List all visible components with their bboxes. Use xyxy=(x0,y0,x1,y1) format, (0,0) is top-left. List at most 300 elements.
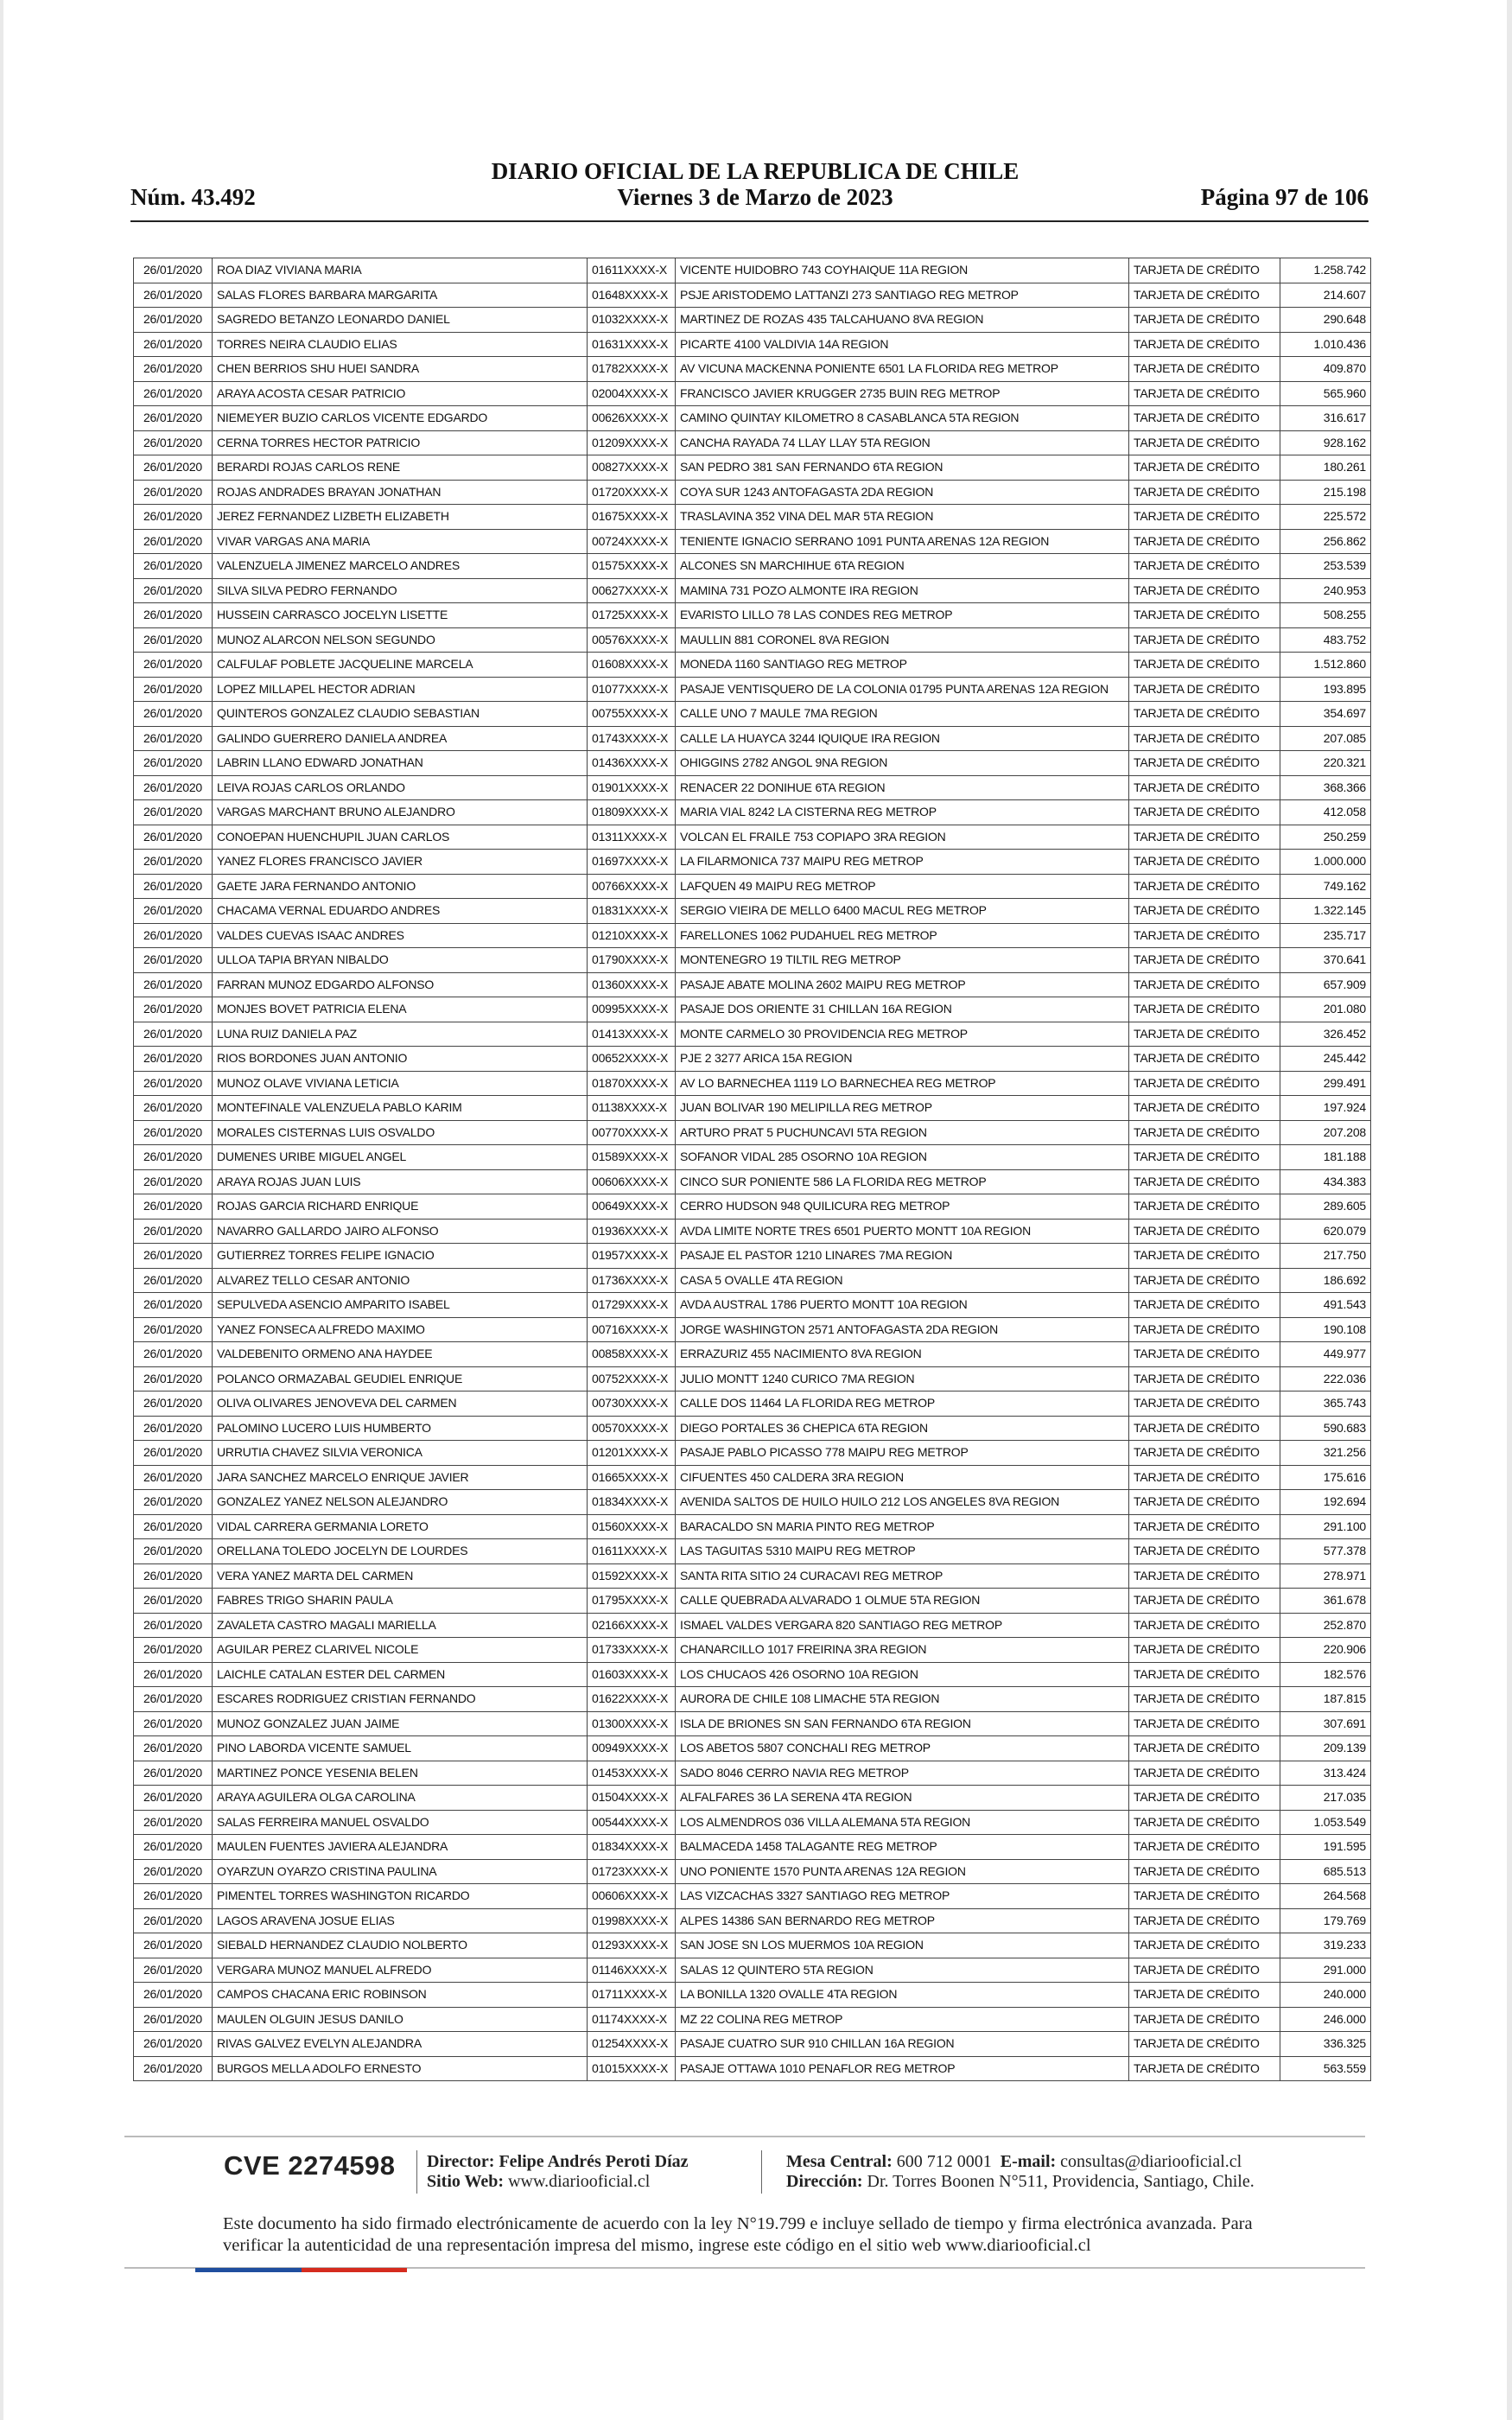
row-amount: 1.053.549 xyxy=(1280,1810,1371,1835)
website-link[interactable]: www.diariooficial.cl xyxy=(508,2172,651,2191)
table-row xyxy=(134,1120,1371,1145)
row-address: LA BONILLA 1320 OVALLE 4TA REGION xyxy=(676,1983,1129,2008)
row-payment-type: TARJETA DE CRÉDITO xyxy=(1129,677,1280,702)
row-date: 26/01/2020 xyxy=(134,1244,213,1269)
row-rut: 01254XXXX-X xyxy=(588,2032,676,2057)
table-row xyxy=(134,332,1371,357)
row-amount: 1.258.742 xyxy=(1280,258,1371,283)
row-amount: 253.539 xyxy=(1280,554,1371,579)
director-label: Director: xyxy=(427,2152,495,2171)
row-address: SOFANOR VIDAL 285 OSORNO 10A REGION xyxy=(676,1145,1129,1170)
table-row xyxy=(134,1958,1371,1983)
row-address: ERRAZURIZ 455 NACIMIENTO 8VA REGION xyxy=(676,1342,1129,1367)
row-amount: 217.750 xyxy=(1280,1244,1371,1269)
row-date: 26/01/2020 xyxy=(134,578,213,603)
row-rut: 01611XXXX-X xyxy=(588,1539,676,1564)
publication-title: DIARIO OFICIAL DE LA REPUBLICA DE CHILE xyxy=(491,158,1020,184)
row-name: GUTIERREZ TORRES FELIPE IGNACIO xyxy=(213,1244,588,1269)
row-name: VERGARA MUNOZ MANUEL ALFREDO xyxy=(213,1958,588,1983)
row-payment-type: TARJETA DE CRÉDITO xyxy=(1129,1047,1280,1072)
row-amount: 209.139 xyxy=(1280,1736,1371,1761)
row-amount: 220.321 xyxy=(1280,751,1371,776)
table-row xyxy=(134,554,1371,579)
row-address: COYA SUR 1243 ANTOFAGASTA 2DA REGION xyxy=(676,480,1129,505)
row-payment-type: TARJETA DE CRÉDITO xyxy=(1129,1096,1280,1121)
row-address: MAULLIN 881 CORONEL 8VA REGION xyxy=(676,627,1129,653)
row-address: ALFALFARES 36 LA SERENA 4TA REGION xyxy=(676,1786,1129,1811)
row-name: CERNA TORRES HECTOR PATRICIO xyxy=(213,430,588,455)
row-name: GALINDO GUERRERO DANIELA ANDREA xyxy=(213,726,588,751)
table-row xyxy=(134,2007,1371,2032)
row-date: 26/01/2020 xyxy=(134,480,213,505)
row-payment-type: TARJETA DE CRÉDITO xyxy=(1129,430,1280,455)
row-payment-type: TARJETA DE CRÉDITO xyxy=(1129,283,1280,308)
row-payment-type: TARJETA DE CRÉDITO xyxy=(1129,1465,1280,1490)
row-payment-type: TARJETA DE CRÉDITO xyxy=(1129,357,1280,382)
table-row xyxy=(134,283,1371,308)
row-amount: 563.559 xyxy=(1280,2056,1371,2081)
row-payment-type: TARJETA DE CRÉDITO xyxy=(1129,1022,1280,1047)
row-payment-type: TARJETA DE CRÉDITO xyxy=(1129,1711,1280,1736)
row-rut: 01611XXXX-X xyxy=(588,258,676,283)
row-name: ESCARES RODRIGUEZ CRISTIAN FERNANDO xyxy=(213,1687,588,1712)
table-row xyxy=(134,702,1371,727)
row-rut: 01723XXXX-X xyxy=(588,1859,676,1884)
row-rut: 01720XXXX-X xyxy=(588,480,676,505)
row-payment-type: TARJETA DE CRÉDITO xyxy=(1129,1539,1280,1564)
row-address: PASAJE DOS ORIENTE 31 CHILLAN 16A REGION xyxy=(676,997,1129,1022)
row-name: MARTINEZ PONCE YESENIA BELEN xyxy=(213,1761,588,1786)
row-date: 26/01/2020 xyxy=(134,1589,213,1614)
row-payment-type: TARJETA DE CRÉDITO xyxy=(1129,825,1280,850)
row-name: CHEN BERRIOS SHU HUEI SANDRA xyxy=(213,357,588,382)
table-row xyxy=(134,677,1371,702)
row-date: 26/01/2020 xyxy=(134,1711,213,1736)
row-rut: 01032XXXX-X xyxy=(588,308,676,333)
table-row xyxy=(134,1563,1371,1589)
row-payment-type: TARJETA DE CRÉDITO xyxy=(1129,800,1280,825)
row-payment-type: TARJETA DE CRÉDITO xyxy=(1129,1761,1280,1786)
registry-table-container xyxy=(133,258,1370,2081)
row-name: SALAS FLORES BARBARA MARGARITA xyxy=(213,283,588,308)
row-payment-type: TARJETA DE CRÉDITO xyxy=(1129,775,1280,800)
row-date: 26/01/2020 xyxy=(134,455,213,481)
row-name: RIVAS GALVEZ EVELYN ALEJANDRA xyxy=(213,2032,588,2057)
table-row xyxy=(134,1638,1371,1663)
row-amount: 1.512.860 xyxy=(1280,653,1371,678)
row-name: MONTEFINALE VALENZUELA PABLO KARIM xyxy=(213,1096,588,1121)
row-address: LAS TAGUITAS 5310 MAIPU REG METROP xyxy=(676,1539,1129,1564)
row-amount: 179.769 xyxy=(1280,1908,1371,1933)
row-name: CAMPOS CHACANA ERIC ROBINSON xyxy=(213,1983,588,2008)
row-name: VARGAS MARCHANT BRUNO ALEJANDRO xyxy=(213,800,588,825)
row-name: MUNOZ ALARCON NELSON SEGUNDO xyxy=(213,627,588,653)
row-rut: 01077XXXX-X xyxy=(588,677,676,702)
row-address: MONEDA 1160 SANTIAGO REG METROP xyxy=(676,653,1129,678)
row-name: ARAYA ACOSTA CESAR PATRICIO xyxy=(213,381,588,406)
table-row xyxy=(134,1490,1371,1515)
row-date: 26/01/2020 xyxy=(134,357,213,382)
row-date: 26/01/2020 xyxy=(134,1096,213,1121)
row-name: ARAYA ROJAS JUAN LUIS xyxy=(213,1169,588,1194)
row-payment-type: TARJETA DE CRÉDITO xyxy=(1129,874,1280,899)
row-payment-type: TARJETA DE CRÉDITO xyxy=(1129,1563,1280,1589)
row-date: 26/01/2020 xyxy=(134,430,213,455)
row-amount: 220.906 xyxy=(1280,1638,1371,1663)
row-date: 26/01/2020 xyxy=(134,603,213,628)
row-amount: 240.953 xyxy=(1280,578,1371,603)
row-date: 26/01/2020 xyxy=(134,283,213,308)
row-rut: 01936XXXX-X xyxy=(588,1219,676,1244)
row-address: CALLE DOS 11464 LA FLORIDA REG METROP xyxy=(676,1392,1129,1417)
row-address: VOLCAN EL FRAILE 753 COPIAPO 3RA REGION xyxy=(676,825,1129,850)
row-date: 26/01/2020 xyxy=(134,677,213,702)
row-name: OLIVA OLIVARES JENOVEVA DEL CARMEN xyxy=(213,1392,588,1417)
table-row xyxy=(134,1219,1371,1244)
row-rut: 01436XXXX-X xyxy=(588,751,676,776)
row-name: LAICHLE CATALAN ESTER DEL CARMEN xyxy=(213,1662,588,1687)
row-rut: 00570XXXX-X xyxy=(588,1416,676,1441)
row-name: TORRES NEIRA CLAUDIO ELIAS xyxy=(213,332,588,357)
row-payment-type: TARJETA DE CRÉDITO xyxy=(1129,455,1280,481)
row-address: JUAN BOLIVAR 190 MELIPILLA REG METROP xyxy=(676,1096,1129,1121)
row-address: DIEGO PORTALES 36 CHEPICA 6TA REGION xyxy=(676,1416,1129,1441)
row-payment-type: TARJETA DE CRÉDITO xyxy=(1129,1194,1280,1220)
row-rut: 01870XXXX-X xyxy=(588,1071,676,1096)
row-name: LEIVA ROJAS CARLOS ORLANDO xyxy=(213,775,588,800)
row-amount: 319.233 xyxy=(1280,1933,1371,1958)
row-rut: 00626XXXX-X xyxy=(588,406,676,431)
row-name: JARA SANCHEZ MARCELO ENRIQUE JAVIER xyxy=(213,1465,588,1490)
row-address: LAFQUEN 49 MAIPU REG METROP xyxy=(676,874,1129,899)
row-date: 26/01/2020 xyxy=(134,258,213,283)
email-link[interactable]: consultas@diariooficial.cl xyxy=(1060,2152,1242,2171)
row-date: 26/01/2020 xyxy=(134,1366,213,1392)
row-address: TENIENTE IGNACIO SERRANO 1091 PUNTA ARENAS 12A REGION xyxy=(676,529,1129,554)
row-rut: 01733XXXX-X xyxy=(588,1638,676,1663)
row-rut: 01809XXXX-X xyxy=(588,800,676,825)
row-name: URRUTIA CHAVEZ SILVIA VERONICA xyxy=(213,1441,588,1466)
row-payment-type: TARJETA DE CRÉDITO xyxy=(1129,1859,1280,1884)
row-amount: 1.000.000 xyxy=(1280,850,1371,875)
table-row xyxy=(134,1662,1371,1687)
row-name: SAGREDO BETANZO LEONARDO DANIEL xyxy=(213,308,588,333)
row-date: 26/01/2020 xyxy=(134,1539,213,1564)
row-rut: 01901XXXX-X xyxy=(588,775,676,800)
row-date: 26/01/2020 xyxy=(134,800,213,825)
row-payment-type: TARJETA DE CRÉDITO xyxy=(1129,1589,1280,1614)
row-amount: 207.085 xyxy=(1280,726,1371,751)
row-amount: 291.000 xyxy=(1280,1958,1371,1983)
row-amount: 246.000 xyxy=(1280,2007,1371,2032)
row-rut: 00724XXXX-X xyxy=(588,529,676,554)
row-amount: 252.870 xyxy=(1280,1613,1371,1638)
row-payment-type: TARJETA DE CRÉDITO xyxy=(1129,726,1280,751)
footer-divider-top xyxy=(124,2136,1365,2137)
row-amount: 256.862 xyxy=(1280,529,1371,554)
row-rut: 00755XXXX-X xyxy=(588,702,676,727)
row-address: MARTINEZ DE ROZAS 435 TALCAHUANO 8VA REGION xyxy=(676,308,1129,333)
row-date: 26/01/2020 xyxy=(134,899,213,924)
row-amount: 1.322.145 xyxy=(1280,899,1371,924)
table-row xyxy=(134,726,1371,751)
table-row xyxy=(134,1589,1371,1614)
row-address: PASAJE PABLO PICASSO 778 MAIPU REG METROP xyxy=(676,1441,1129,1466)
row-name: NIEMEYER BUZIO CARLOS VICENTE EDGARDO xyxy=(213,406,588,431)
row-name: QUINTEROS GONZALEZ CLAUDIO SEBASTIAN xyxy=(213,702,588,727)
row-name: FARRAN MUNOZ EDGARDO ALFONSO xyxy=(213,972,588,997)
row-amount: 187.815 xyxy=(1280,1687,1371,1712)
row-rut: 00730XXXX-X xyxy=(588,1392,676,1417)
row-name: LOPEZ MILLAPEL HECTOR ADRIAN xyxy=(213,677,588,702)
row-amount: 175.616 xyxy=(1280,1465,1371,1490)
row-date: 26/01/2020 xyxy=(134,825,213,850)
row-rut: 02004XXXX-X xyxy=(588,381,676,406)
row-date: 26/01/2020 xyxy=(134,2007,213,2032)
row-address: PASAJE ABATE MOLINA 2602 MAIPU REG METROP xyxy=(676,972,1129,997)
row-amount: 201.080 xyxy=(1280,997,1371,1022)
row-amount: 434.383 xyxy=(1280,1169,1371,1194)
row-amount: 215.198 xyxy=(1280,480,1371,505)
row-date: 26/01/2020 xyxy=(134,308,213,333)
row-rut: 01729XXXX-X xyxy=(588,1293,676,1318)
row-name: MONJES BOVET PATRICIA ELENA xyxy=(213,997,588,1022)
row-payment-type: TARJETA DE CRÉDITO xyxy=(1129,2056,1280,2081)
publication-date: Viernes 3 de Marzo de 2023 xyxy=(617,184,893,210)
table-row xyxy=(134,1194,1371,1220)
row-address: PJE 2 3277 ARICA 15A REGION xyxy=(676,1047,1129,1072)
table-row xyxy=(134,1071,1371,1096)
row-payment-type: TARJETA DE CRÉDITO xyxy=(1129,1416,1280,1441)
row-date: 26/01/2020 xyxy=(134,1563,213,1589)
table-row xyxy=(134,1933,1371,1958)
row-rut: 01834XXXX-X xyxy=(588,1835,676,1860)
row-rut: 00652XXXX-X xyxy=(588,1047,676,1072)
row-rut: 01622XXXX-X xyxy=(588,1687,676,1712)
row-name: ROJAS GARCIA RICHARD ENRIQUE xyxy=(213,1194,588,1220)
table-row xyxy=(134,775,1371,800)
row-address: MARIA VIAL 8242 LA CISTERNA REG METROP xyxy=(676,800,1129,825)
table-row xyxy=(134,406,1371,431)
row-address: EVARISTO LILLO 78 LAS CONDES REG METROP xyxy=(676,603,1129,628)
row-date: 26/01/2020 xyxy=(134,972,213,997)
row-rut: 01790XXXX-X xyxy=(588,948,676,973)
row-date: 26/01/2020 xyxy=(134,1022,213,1047)
row-date: 26/01/2020 xyxy=(134,1416,213,1441)
row-date: 26/01/2020 xyxy=(134,1047,213,1072)
row-address: CHANARCILLO 1017 FREIRINA 3RA REGION xyxy=(676,1638,1129,1663)
row-rut: 01711XXXX-X xyxy=(588,1983,676,2008)
table-row xyxy=(134,1366,1371,1392)
row-amount: 264.568 xyxy=(1280,1884,1371,1909)
row-address: MZ 22 COLINA REG METROP xyxy=(676,2007,1129,2032)
row-rut: 01146XXXX-X xyxy=(588,1958,676,1983)
row-date: 26/01/2020 xyxy=(134,1145,213,1170)
row-address: SAN PEDRO 381 SAN FERNANDO 6TA REGION xyxy=(676,455,1129,481)
row-name: SEPULVEDA ASENCIO AMPARITO ISABEL xyxy=(213,1293,588,1318)
row-address: UNO PONIENTE 1570 PUNTA ARENAS 12A REGION xyxy=(676,1859,1129,1884)
row-payment-type: TARJETA DE CRÉDITO xyxy=(1129,578,1280,603)
row-amount: 235.717 xyxy=(1280,923,1371,948)
row-payment-type: TARJETA DE CRÉDITO xyxy=(1129,1366,1280,1392)
row-address: CALLE UNO 7 MAULE 7MA REGION xyxy=(676,702,1129,727)
row-date: 26/01/2020 xyxy=(134,1933,213,1958)
row-amount: 449.977 xyxy=(1280,1342,1371,1367)
row-amount: 491.543 xyxy=(1280,1293,1371,1318)
row-payment-type: TARJETA DE CRÉDITO xyxy=(1129,850,1280,875)
table-row xyxy=(134,1859,1371,1884)
flag-blue-segment xyxy=(195,2268,302,2272)
row-payment-type: TARJETA DE CRÉDITO xyxy=(1129,1169,1280,1194)
row-rut: 00544XXXX-X xyxy=(588,1810,676,1835)
table-row xyxy=(134,1465,1371,1490)
row-name: VALENZUELA JIMENEZ MARCELO ANDRES xyxy=(213,554,588,579)
row-address: ISLA DE BRIONES SN SAN FERNANDO 6TA REGION xyxy=(676,1711,1129,1736)
row-address: FRANCISCO JAVIER KRUGGER 2735 BUIN REG METROP xyxy=(676,381,1129,406)
website-label: Sitio Web: xyxy=(427,2172,505,2191)
row-amount: 186.692 xyxy=(1280,1268,1371,1293)
row-payment-type: TARJETA DE CRÉDITO xyxy=(1129,1441,1280,1466)
row-payment-type: TARJETA DE CRÉDITO xyxy=(1129,1268,1280,1293)
row-payment-type: TARJETA DE CRÉDITO xyxy=(1129,1638,1280,1663)
row-payment-type: TARJETA DE CRÉDITO xyxy=(1129,529,1280,554)
row-amount: 278.971 xyxy=(1280,1563,1371,1589)
row-rut: 01138XXXX-X xyxy=(588,1096,676,1121)
row-amount: 291.100 xyxy=(1280,1514,1371,1539)
row-address: BALMACEDA 1458 TALAGANTE REG METROP xyxy=(676,1835,1129,1860)
table-row xyxy=(134,480,1371,505)
row-amount: 299.491 xyxy=(1280,1071,1371,1096)
row-rut: 00949XXXX-X xyxy=(588,1736,676,1761)
row-rut: 00716XXXX-X xyxy=(588,1317,676,1342)
row-name: ULLOA TAPIA BRYAN NIBALDO xyxy=(213,948,588,973)
row-address: VICENTE HUIDOBRO 743 COYHAIQUE 11A REGION xyxy=(676,258,1129,283)
row-payment-type: TARJETA DE CRÉDITO xyxy=(1129,1342,1280,1367)
row-amount: 225.572 xyxy=(1280,505,1371,530)
row-amount: 354.697 xyxy=(1280,702,1371,727)
row-address: ISMAEL VALDES VERGARA 820 SANTIAGO REG METROP xyxy=(676,1613,1129,1638)
row-rut: 01413XXXX-X xyxy=(588,1022,676,1047)
address-value: Dr. Torres Boonen N°511, Providencia, Santiago, Chile. xyxy=(867,2172,1255,2191)
row-address: CINCO SUR PONIENTE 586 LA FLORIDA REG METROP xyxy=(676,1169,1129,1194)
row-date: 26/01/2020 xyxy=(134,332,213,357)
table-row xyxy=(134,653,1371,678)
row-rut: 00606XXXX-X xyxy=(588,1169,676,1194)
row-amount: 222.036 xyxy=(1280,1366,1371,1392)
row-name: ARAYA AGUILERA OLGA CAROLINA xyxy=(213,1786,588,1811)
row-address: PASAJE CUATRO SUR 910 CHILLAN 16A REGION xyxy=(676,2032,1129,2057)
row-payment-type: TARJETA DE CRÉDITO xyxy=(1129,505,1280,530)
table-row xyxy=(134,1145,1371,1170)
row-amount: 197.924 xyxy=(1280,1096,1371,1121)
table-row xyxy=(134,1022,1371,1047)
row-rut: 00627XXXX-X xyxy=(588,578,676,603)
row-date: 26/01/2020 xyxy=(134,2056,213,2081)
row-payment-type: TARJETA DE CRÉDITO xyxy=(1129,1810,1280,1835)
row-address: ALCONES SN MARCHIHUE 6TA REGION xyxy=(676,554,1129,579)
table-row xyxy=(134,874,1371,899)
row-amount: 620.079 xyxy=(1280,1219,1371,1244)
row-amount: 577.378 xyxy=(1280,1539,1371,1564)
legal-notice: Este documento ha sido firmado electrónicamente de acuerdo con la ley N°19.799 e incluye sellado de tiempo y firma electrónica avanzada. Para verificar la autenticidad de una representación impresa del mismo, ingrese este código en el sitio web www.diariooficial.cl xyxy=(223,2214,1253,2255)
row-date: 26/01/2020 xyxy=(134,1736,213,1761)
row-rut: 00576XXXX-X xyxy=(588,627,676,653)
row-name: PALOMINO LUCERO LUIS HUMBERTO xyxy=(213,1416,588,1441)
table-row xyxy=(134,1169,1371,1194)
row-name: SALAS FERREIRA MANUEL OSVALDO xyxy=(213,1810,588,1835)
phone-label: Mesa Central: xyxy=(786,2152,893,2171)
row-amount: 289.605 xyxy=(1280,1194,1371,1220)
row-amount: 240.000 xyxy=(1280,1983,1371,2008)
page-indicator: Página 97 de 106 xyxy=(1200,184,1369,210)
row-name: CALFULAF POBLETE JACQUELINE MARCELA xyxy=(213,653,588,678)
row-date: 26/01/2020 xyxy=(134,1490,213,1515)
row-address: PICARTE 4100 VALDIVIA 14A REGION xyxy=(676,332,1129,357)
row-payment-type: TARJETA DE CRÉDITO xyxy=(1129,1933,1280,1958)
row-payment-type: TARJETA DE CRÉDITO xyxy=(1129,1958,1280,1983)
header-divider xyxy=(130,220,1369,222)
row-date: 26/01/2020 xyxy=(134,2032,213,2057)
row-rut: 01575XXXX-X xyxy=(588,554,676,579)
row-date: 26/01/2020 xyxy=(134,702,213,727)
table-row xyxy=(134,1711,1371,1736)
row-amount: 928.162 xyxy=(1280,430,1371,455)
row-name: MUNOZ GONZALEZ JUAN JAIME xyxy=(213,1711,588,1736)
row-address: PSJE ARISTODEMO LATTANZI 273 SANTIAGO REG METROP xyxy=(676,283,1129,308)
row-rut: 01293XXXX-X xyxy=(588,1933,676,1958)
row-address: AURORA DE CHILE 108 LIMACHE 5TA REGION xyxy=(676,1687,1129,1712)
table-row xyxy=(134,1810,1371,1835)
row-payment-type: TARJETA DE CRÉDITO xyxy=(1129,1120,1280,1145)
row-date: 26/01/2020 xyxy=(134,775,213,800)
table-row xyxy=(134,1268,1371,1293)
row-date: 26/01/2020 xyxy=(134,1810,213,1835)
row-address: CERRO HUDSON 948 QUILICURA REG METROP xyxy=(676,1194,1129,1220)
footer-separator xyxy=(416,2150,417,2194)
row-date: 26/01/2020 xyxy=(134,1908,213,1933)
table-row xyxy=(134,825,1371,850)
row-name: BURGOS MELLA ADOLFO ERNESTO xyxy=(213,2056,588,2081)
row-amount: 409.870 xyxy=(1280,357,1371,382)
row-date: 26/01/2020 xyxy=(134,1392,213,1417)
row-date: 26/01/2020 xyxy=(134,554,213,579)
row-payment-type: TARJETA DE CRÉDITO xyxy=(1129,1490,1280,1515)
row-name: SIEBALD HERNANDEZ CLAUDIO NOLBERTO xyxy=(213,1933,588,1958)
table-row xyxy=(134,1884,1371,1909)
row-address: BARACALDO SN MARIA PINTO REG METROP xyxy=(676,1514,1129,1539)
row-name: ORELLANA TOLEDO JOCELYN DE LOURDES xyxy=(213,1539,588,1564)
table-row xyxy=(134,1342,1371,1367)
row-rut: 01736XXXX-X xyxy=(588,1268,676,1293)
table-row xyxy=(134,1416,1371,1441)
row-address: CALLE LA HUAYCA 3244 IQUIQUE IRA REGION xyxy=(676,726,1129,751)
table-row xyxy=(134,751,1371,776)
row-address: AV VICUNA MACKENNA PONIENTE 6501 LA FLORIDA REG METROP xyxy=(676,357,1129,382)
registry-table xyxy=(133,258,1371,2081)
row-rut: 01174XXXX-X xyxy=(588,2007,676,2032)
row-name: CHACAMA VERNAL EDUARDO ANDRES xyxy=(213,899,588,924)
row-date: 26/01/2020 xyxy=(134,850,213,875)
row-amount: 180.261 xyxy=(1280,455,1371,481)
row-amount: 365.743 xyxy=(1280,1392,1371,1417)
row-rut: 01201XXXX-X xyxy=(588,1441,676,1466)
row-payment-type: TARJETA DE CRÉDITO xyxy=(1129,1071,1280,1096)
row-payment-type: TARJETA DE CRÉDITO xyxy=(1129,1613,1280,1638)
row-date: 26/01/2020 xyxy=(134,627,213,653)
row-address: SANTA RITA SITIO 24 CURACAVI REG METROP xyxy=(676,1563,1129,1589)
row-amount: 657.909 xyxy=(1280,972,1371,997)
row-amount: 321.256 xyxy=(1280,1441,1371,1466)
